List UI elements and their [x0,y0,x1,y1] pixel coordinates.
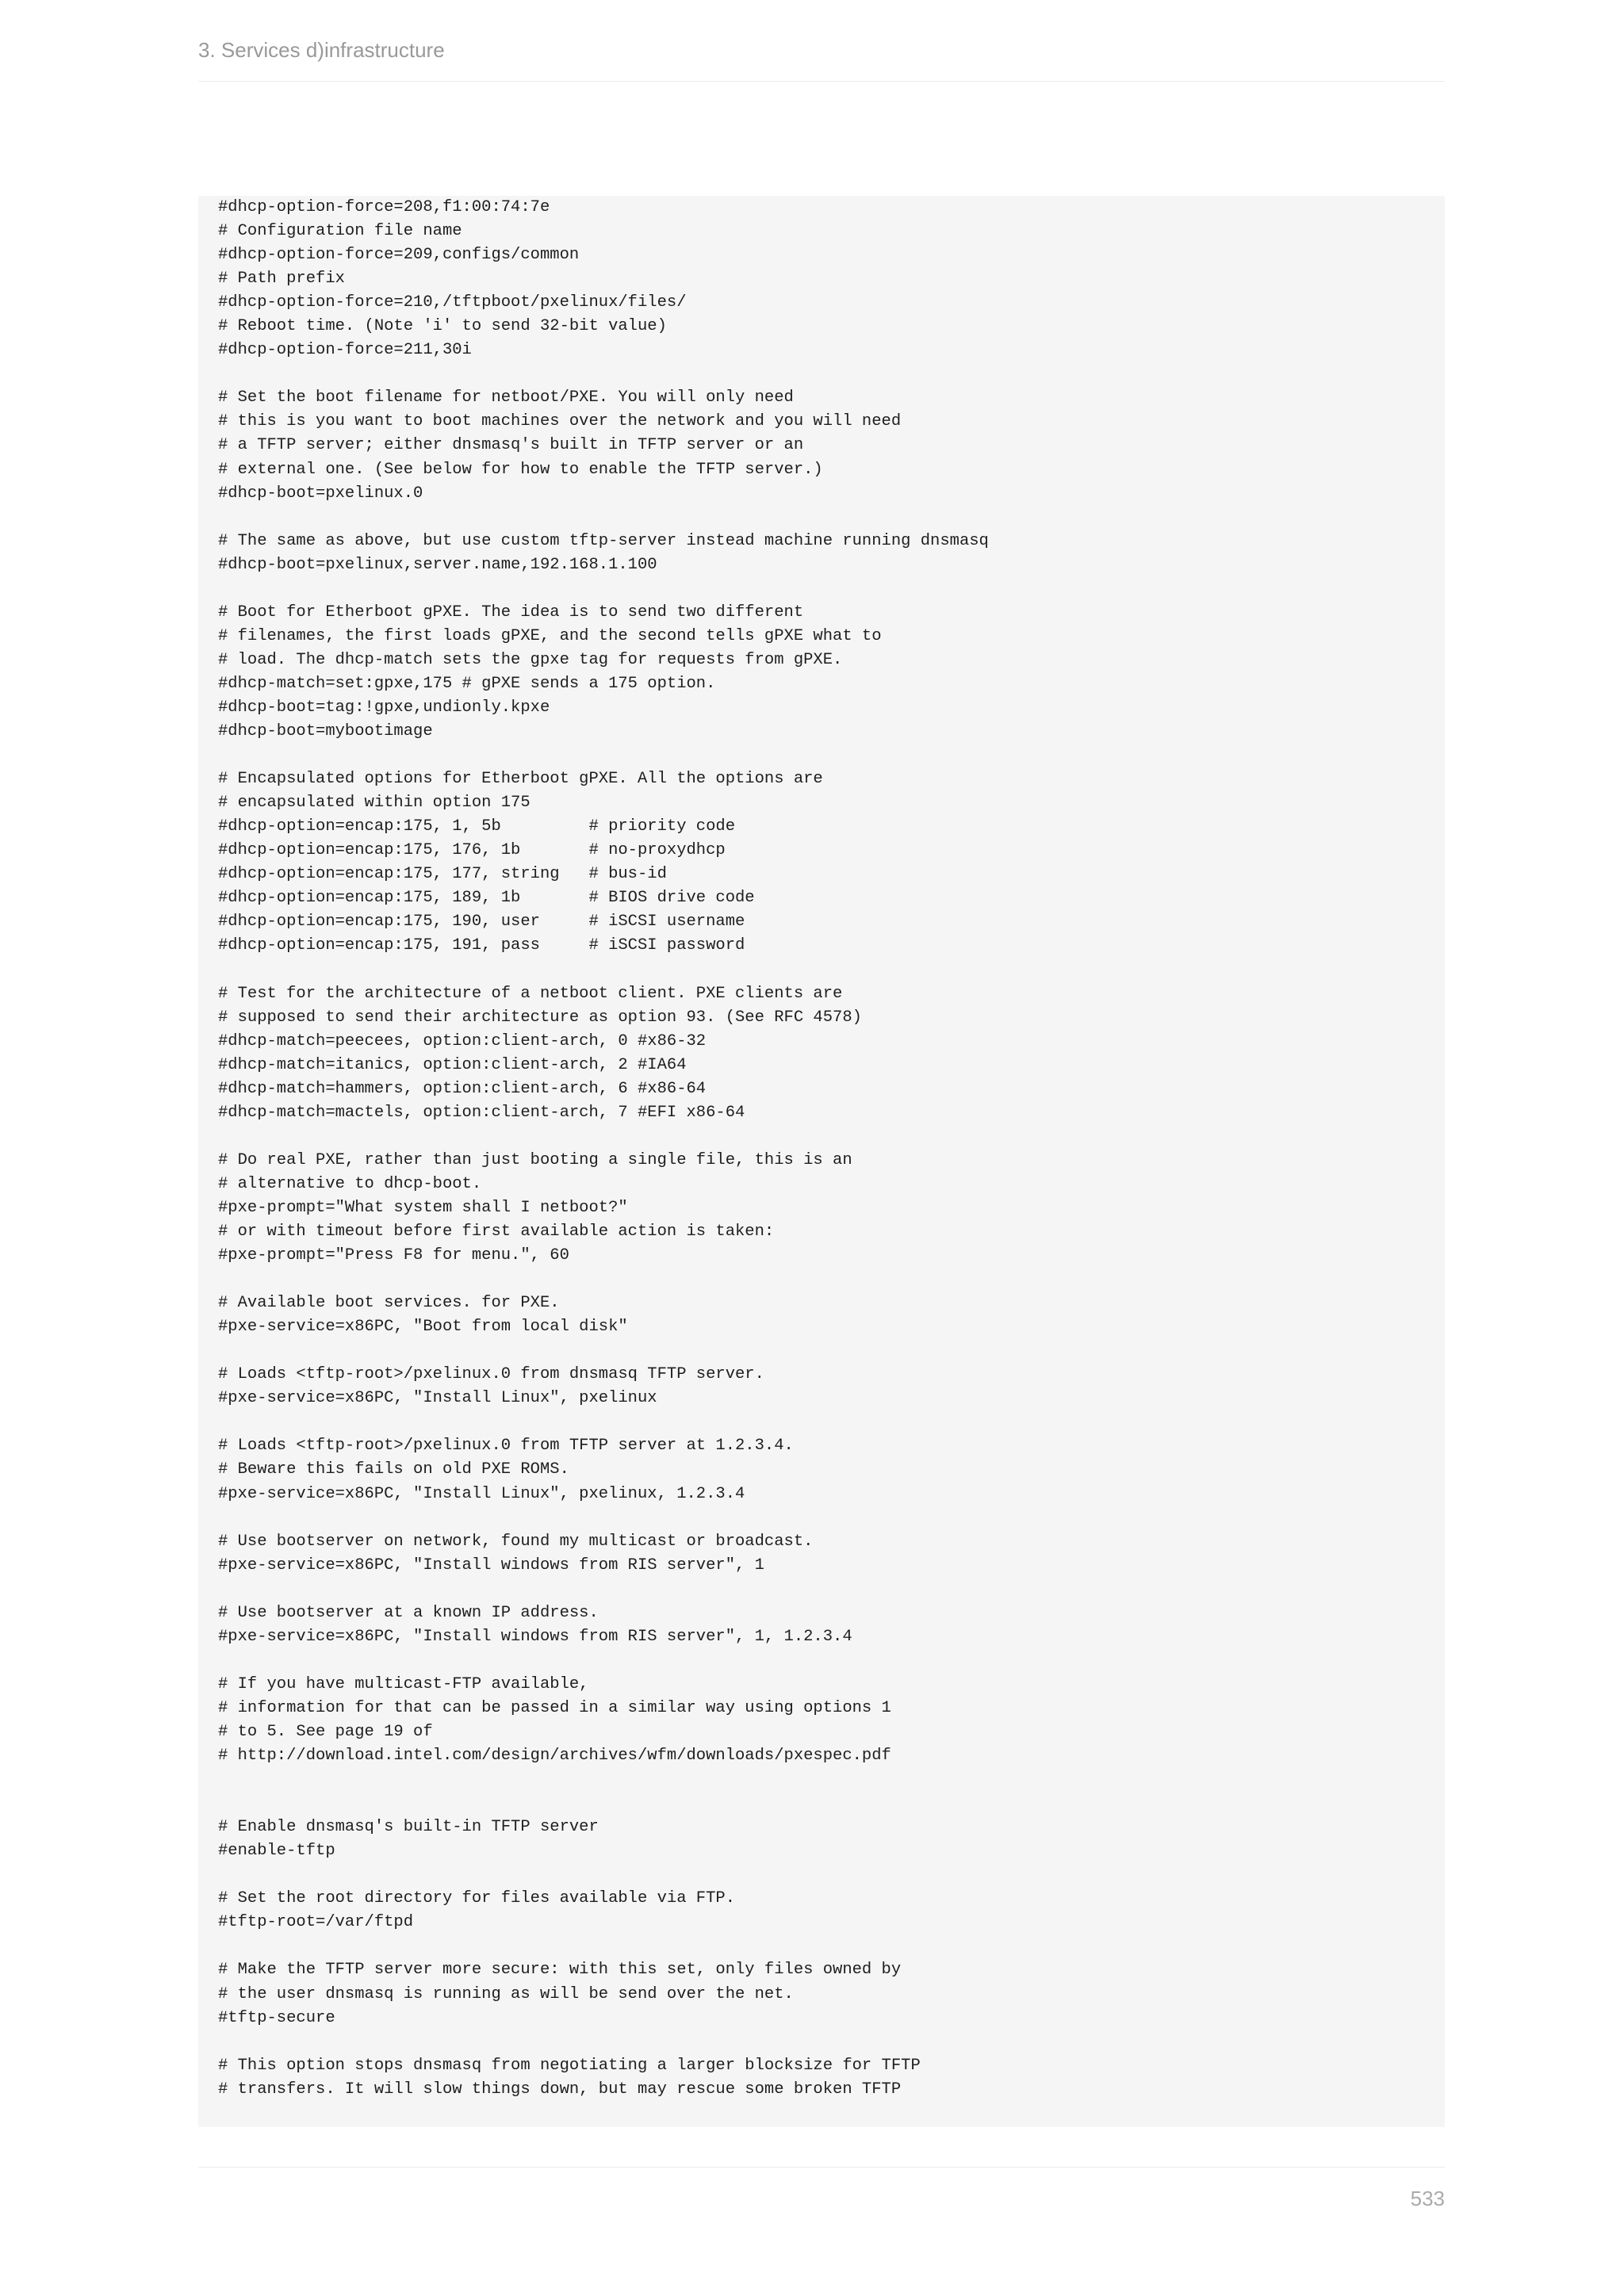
code-line: #pxe-service=x86PC, "Install Linux", pxelinux, 1.2.3.4 [218,1484,745,1503]
running-header-title: 3. Services d)infrastructure [198,38,445,62]
code-line: #dhcp-option=encap:175, 189, 1b # BIOS drive code [218,889,755,908]
code-line: #tftp-root=/var/ftpd [218,1913,414,1932]
code-line: #dhcp-option-force=211,30i [218,341,472,360]
code-line: # Available boot services. for PXE. [218,1294,560,1313]
code-line [218,1768,1425,1792]
code-line: # filenames, the first loads gPXE, and the second tells gPXE what to [218,626,882,645]
code-line: #dhcp-option-force=208,f1:00:74:7e [218,198,550,216]
code-line: #pxe-service=x86PC, "Install Linux", pxelinux [218,1389,657,1408]
code-line: #dhcp-match=peecees, option:client-arch, 0 #x86-32 [218,1031,707,1050]
code-line: #dhcp-boot=pxelinux.0 [218,484,423,503]
code-line: # alternative to dhcp-boot. [218,1174,482,1193]
code-line: # transfers. It will slow things down, but may rescue some broken TFTP [218,2080,902,2099]
code-line: # Do real PXE, rather than just booting a single file, this is an [218,1150,852,1169]
code-line [218,506,1425,530]
code-line: # Loads <tftp-root>/pxelinux.0 from TFTP server at 1.2.3.4. [218,1437,794,1456]
code-block [198,196,1445,2127]
code-line: # http://download.intel.com/design/archives/wfm/downloads/pxespec.pdf [218,1747,891,1766]
code-line: # Encapsulated options for Etherboot gPXE. All the options are [218,770,823,789]
code-line: # information for that can be passed in a similar way using options 1 [218,1698,891,1717]
code-line: #dhcp-boot=pxelinux,server.name,192.168.1.100 [218,555,657,574]
code-line: # Loads <tftp-root>/pxelinux.0 from dnsmasq TFTP server. [218,1365,764,1384]
code-line: # a TFTP server; either dnsmasq's built in TFTP server or an [218,436,804,455]
code-line [218,1863,1425,1887]
code-line: # The same as above, but use custom tftp-server instead machine running dnsmasq [218,531,989,550]
code-line: #tftp-secure [218,2008,335,2027]
page-number: 533 [1410,2187,1445,2210]
code-line: #dhcp-option=encap:175, 177, string # bus-id [218,865,667,884]
code-line: # encapsulated within option 175 [218,794,530,813]
code-line: #dhcp-match=mactels, option:client-arch, 7 #EFI x86-64 [218,1103,745,1122]
code-line: # Boot for Etherboot gPXE. The idea is to send two different [218,603,804,622]
code-line [218,1578,1425,1601]
code-lines [218,196,1425,2102]
code-line [218,2030,1425,2054]
code-line: # Set the boot filename for netboot/PXE. You will only need [218,388,794,408]
code-line: #pxe-service=x86PC, "Install windows from RIS server", 1 [218,1556,764,1575]
code-line: # Make the TFTP server more secure: with this set, only files owned by [218,1961,902,1980]
code-line: # Set the root directory for files available via FTP. [218,1889,736,1908]
code-line: # load. The dhcp-match sets the gpxe tag for requests from gPXE. [218,650,843,669]
code-line [218,1125,1425,1149]
code-line: # If you have multicast-FTP available, [218,1674,589,1693]
code-line: # external one. (See below for how to enable the TFTP server.) [218,460,823,479]
code-line: # Use bootserver on network, found my multicast or broadcast. [218,1532,814,1551]
code-line: #dhcp-boot=mybootimage [218,722,433,741]
footer-divider [198,2167,1445,2168]
code-line [218,362,1425,386]
code-line [218,1410,1425,1434]
code-line: # Enable dnsmasq's built-in TFTP server [218,1818,599,1837]
code-line [218,1506,1425,1530]
code-line: # Configuration file name [218,222,462,241]
code-line: # Test for the architecture of a netboot client. PXE clients are [218,984,843,1003]
code-line [218,959,1425,982]
code-line: #dhcp-option=encap:175, 1, 5b # priority code [218,817,736,836]
code-line: # this is you want to boot machines over the network and you will need [218,412,902,431]
code-line: #dhcp-option-force=209,configs/common [218,246,580,265]
code-line: # Reboot time. (Note 'i' to send 32-bit value) [218,317,667,336]
code-line [218,1792,1425,1816]
code-line [218,1268,1425,1292]
code-line: #dhcp-option=encap:175, 190, user # iSCSI username [218,913,745,932]
code-line: #dhcp-match=set:gpxe,175 # gPXE sends a 175 option. [218,674,716,693]
code-line [218,1649,1425,1673]
code-line: #dhcp-option-force=210,/tftpboot/pxelinux/files/ [218,293,687,312]
code-line: #pxe-prompt="What system shall I netboot?" [218,1198,628,1217]
code-line: # Beware this fails on old PXE ROMS. [218,1460,569,1479]
code-line: #pxe-prompt="Press F8 for menu.", 60 [218,1246,569,1265]
code-line: # Path prefix [218,270,345,289]
code-line: #dhcp-boot=tag:!gpxe,undionly.kpxe [218,698,550,717]
code-line: #dhcp-option=encap:175, 176, 1b # no-proxydhcp [218,841,726,860]
code-line: #pxe-service=x86PC, "Install windows from RIS server", 1, 1.2.3.4 [218,1627,852,1646]
code-line: #dhcp-match=itanics, option:client-arch, 2 #IA64 [218,1055,687,1074]
code-line: # or with timeout before first available action is taken: [218,1223,775,1242]
code-line [218,1339,1425,1363]
code-line: # This option stops dnsmasq from negotiating a larger blocksize for TFTP [218,2056,921,2075]
code-line: #dhcp-option=encap:175, 191, pass # iSCSI password [218,936,745,955]
code-line: #enable-tftp [218,1842,335,1861]
code-line [218,1934,1425,1958]
code-line: # to 5. See page 19 of [218,1723,433,1741]
code-line [218,744,1425,767]
page-header [198,36,1445,82]
code-line: #pxe-service=x86PC, "Boot from local disk" [218,1318,628,1337]
code-line: # Use bootserver at a known IP address. [218,1603,599,1622]
code-line: #dhcp-match=hammers, option:client-arch, 6 #x86-64 [218,1079,707,1098]
code-line: # the user dnsmasq is running as will be send over the net. [218,1984,794,2003]
code-line [218,577,1425,601]
code-line: # supposed to send their architecture as option 93. (See RFC 4578) [218,1008,862,1027]
